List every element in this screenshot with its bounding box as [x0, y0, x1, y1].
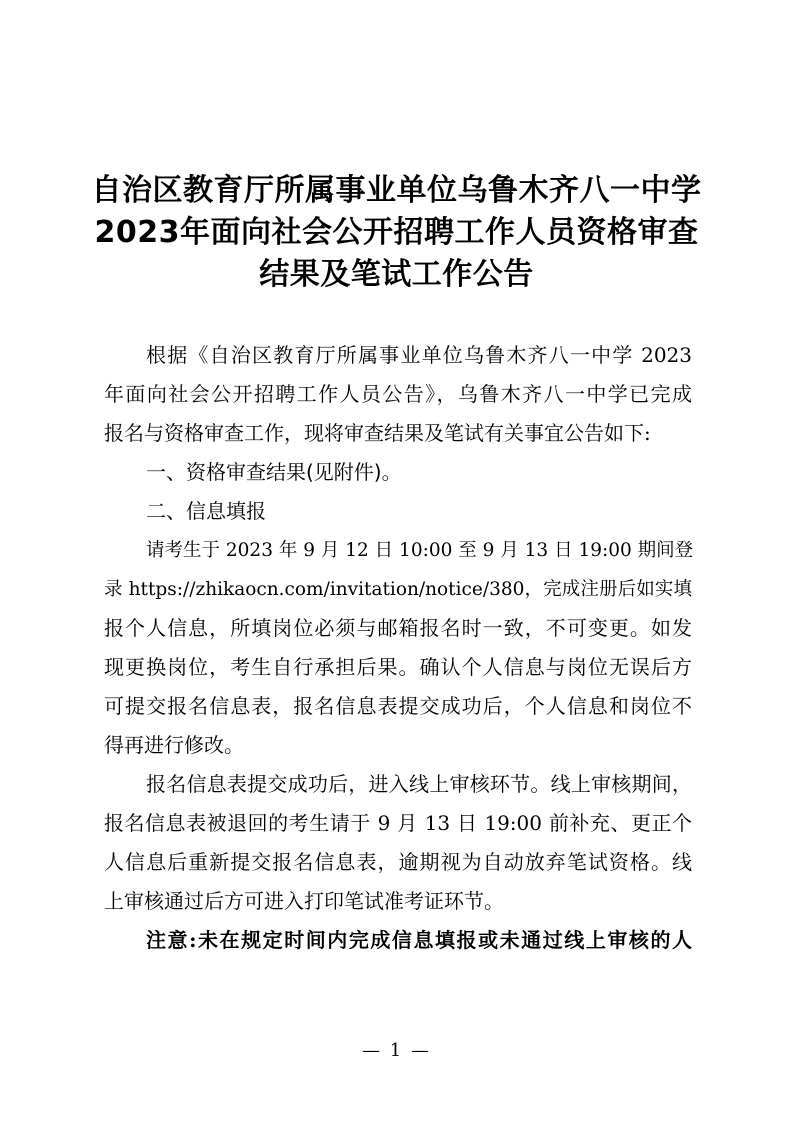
- document-body: [104, 336, 692, 960]
- text-line: 注意:未在规定时间内完成信息填报或未通过线上审核的人: [146, 928, 692, 952]
- paragraph-notice: [104, 921, 692, 960]
- text-line: 报名信息表提交成功后，进入线上审核环节。线上审核期间，: [146, 772, 692, 796]
- section-heading-1: [104, 453, 692, 492]
- text-line: 二、信息填报: [146, 499, 266, 523]
- paragraph-info-fill: [104, 531, 692, 765]
- text-line: 报个人信息，所填岗位必须与邮箱报名时一致，不可变更。如发: [104, 616, 692, 640]
- paragraph-online-review: [104, 765, 692, 921]
- text-line: 报名与资格审查工作，现将审查结果及笔试有关事宜公告如下:: [104, 421, 651, 445]
- page-number: — 1 —: [362, 1040, 431, 1061]
- text-line: 可提交报名信息表，报名信息表提交成功后，个人信息和岗位不: [104, 694, 692, 718]
- text-line: 一、资格审查结果(见附件)。: [146, 460, 402, 484]
- title-line-3: 结果及笔试工作公告: [259, 257, 534, 292]
- text-line: 录 https://zhikaocn.com/invitation/notice/380，完成注册后如实填: [104, 579, 692, 600]
- text-line: 上审核通过后方可进入打印笔试准考证环节。: [104, 889, 504, 913]
- paragraph-intro: [104, 336, 692, 453]
- text-line: 报名信息表被退回的考生请于 9 月 13 日 19:00 前补充、更正个: [104, 811, 692, 835]
- text-line: 人信息后重新提交报名信息表，逾期视为自动放弃笔试资格。线: [104, 850, 692, 874]
- text-line: 现更换岗位，考生自行承担后果。确认个人信息与岗位无误后方: [104, 655, 692, 679]
- text-line: 根据《自治区教育厅所属事业单位乌鲁木齐八一中学 2023: [146, 343, 692, 367]
- text-line: 年面向社会公开招聘工作人员公告》，乌鲁木齐八一中学已完成: [104, 382, 692, 406]
- title-line-2: 2023年面向社会公开招聘工作人员资格审查: [94, 215, 699, 250]
- document-title: [60, 170, 733, 296]
- section-heading-2: [104, 492, 692, 531]
- title-line-1: 自治区教育厅所属事业单位乌鲁木齐八一中学: [91, 173, 702, 208]
- text-line: 请考生于 2023 年 9 月 12 日 10:00 至 9 月 13 日 19:00 期间登: [146, 540, 694, 561]
- text-line: 得再进行修改。: [104, 733, 244, 757]
